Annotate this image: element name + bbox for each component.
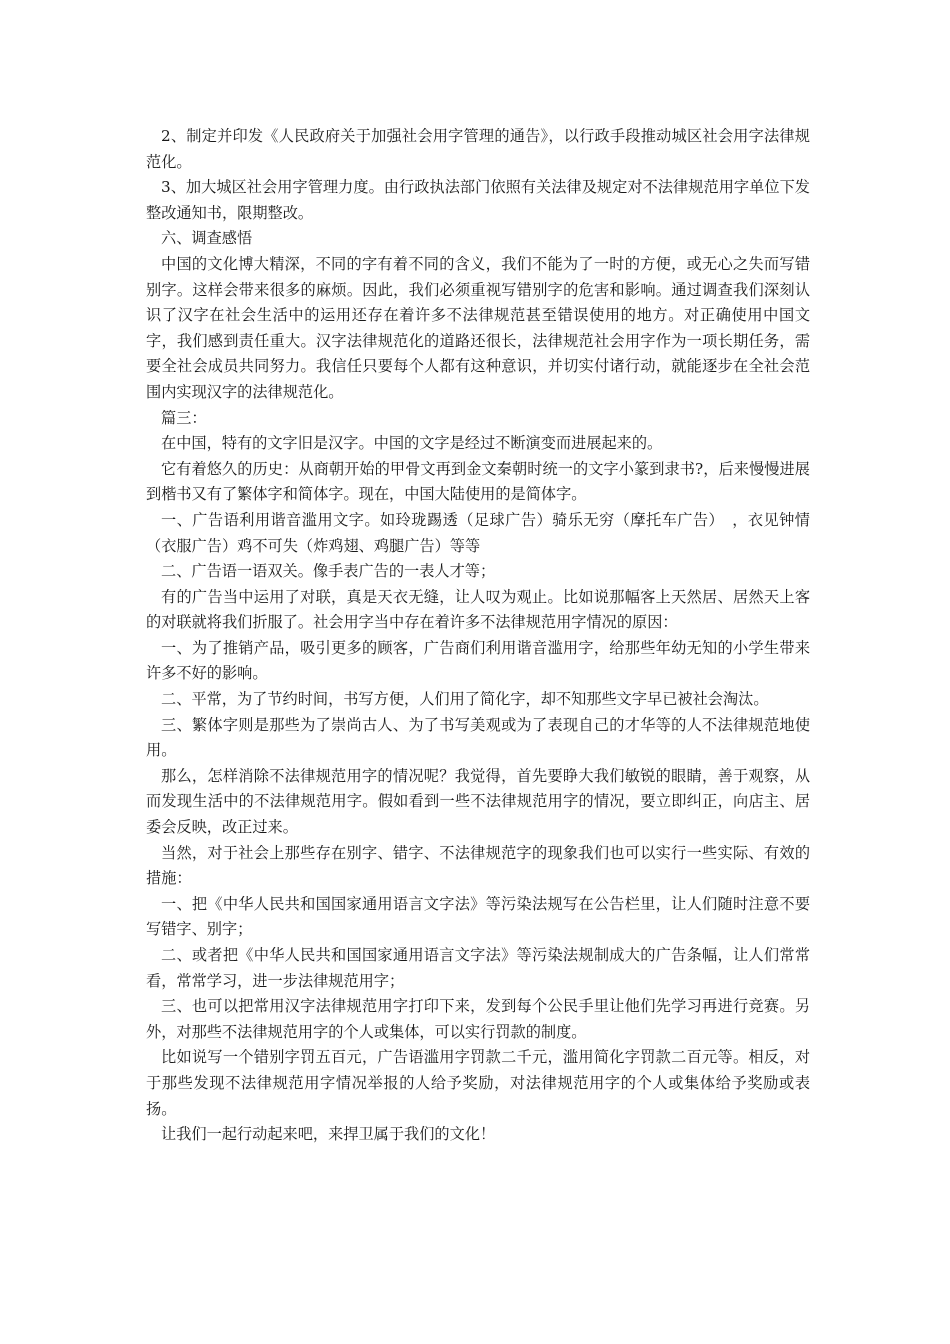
paragraph-measure-two: 二、或者把《中华人民共和国国家通用语言文字法》等污染法规制成大的广告条幅，让人们常常看，常常学习，进一步法律规范用字； [146,946,810,990]
paragraph-closing: 让我们一起行动起来吧，来捍卫属于我们的文化！ [161,1125,496,1144]
section-heading-part-three: 篇三： [161,408,207,427]
paragraph-measure-one: 一、把《中华人民共和国国家通用语言文字法》等污染法规写在公告栏里，让人们随时注意不要写错字、别字； [146,894,810,939]
paragraph-notice: 2、制定并印发《人民政府关于加强社会用字管理的通告》，以行政手段推动城区社会用字法律规范化。 [146,127,810,171]
paragraph-measure-three: 三、也可以把常用汉字法律规范用字打印下来，发到每个公民手里让他们先学习再进行竞赛。另外，对那些不法律规范用字的个人或集体，可以实行罚款的制度。 [146,997,810,1041]
paragraph-fines: 比如说写一个错别字罚五百元，广告语滥用字罚款二千元，滥用简化字罚款二百元等。相反，对于那些发现不法律规范用字情况举报的人给予奖励，对法律规范用字的个人或集体给予奖励或表扬。 [146,1048,810,1118]
paragraph-ad-homophone: 一、广告语利用谐音滥用文字。如玲珑踢透（足球广告）骑乐无穷（摩托车广告） ，衣见钟情（衣服广告）鸡不可失（炸鸡翅、鸡腿广告）等等 [146,510,810,555]
paragraph-measures: 当然，对于社会上那些存在别字、错字、不法律规范字的现象我们也可以实行一些实际、有效的措施： [146,843,810,888]
paragraph-intro: 在中国，特有的文字旧是汉字。中国的文字是经过不断演变而进展起来的。 [161,434,663,453]
paragraph-solution: 那么，怎样消除不法律规范用字的情况呢？我觉得，首先要睁大我们敏锐的眼睛，善于观察，从而发现生活中的不法律规范用字。假如看到一些不法律规范用字的情况，要立即纠正，向店主、居委会反映，改正过来。 [146,766,810,837]
paragraph-ad-pun: 二、广告语一语双关。像手表广告的一表人才等； [161,562,496,581]
paragraph-reason-two: 二、平常，为了节约时间，书写方便，人们用了简化字，却不知那些文字早已被社会淘汰。 [161,690,769,709]
paragraph-reflection: 中国的文化博大精深，不同的字有着不同的含义，我们不能为了一时的方便，或无心之失而写错别字。这样会带来很多的麻烦。因此，我们必须重视写错别字的危害和影响。通过调查我们深刻认识了汉字在社会生活中的运用还存在着许多不法律规范甚至错误使用的地方。对正确使用中国文字，我们感到责任重大。汉字法律规范化的道路还很长，法律规范社会用字作为一项长期任务，需要全社会成员共同努力。我信任只要每个人都有这种意识，并切实付诸行动，就能逐步在全社会范围内实现汉字的法律规范化。 [146,254,810,401]
paragraph-history: 它有着悠久的历史：从商朝开始的甲骨文再到金文秦朝时统一的文字小篆到隶书?，后来慢慢进展到楷书又有了繁体字和简体字。现在，中国大陆使用的是简体字。 [146,459,810,504]
paragraph-reason-one: 一、为了推销产品，吸引更多的顾客，广告商们利用谐音滥用字，给那些年幼无知的小学生带来许多不好的影响。 [146,638,810,683]
paragraph-management: 3、加大城区社会用字管理力度。由行政执法部门依照有关法律及规定对不法律规范用字单位下发整改通知书，限期整改。 [146,178,810,222]
document-body [146,124,810,1148]
section-heading-reflection: 六、调查感悟 [161,229,253,248]
paragraph-couplet: 有的广告当中运用了对联，真是天衣无缝，让人叹为观止。比如说那幅客上天然居、居然天上客的对联就将我们折服了。社会用字当中存在着许多不法律规范用字情况的原因： [146,587,810,632]
paragraph-reason-three: 三、繁体字则是那些为了崇尚古人、为了书写美观或为了表现自己的才华等的人不法律规范地使用。 [146,715,810,760]
